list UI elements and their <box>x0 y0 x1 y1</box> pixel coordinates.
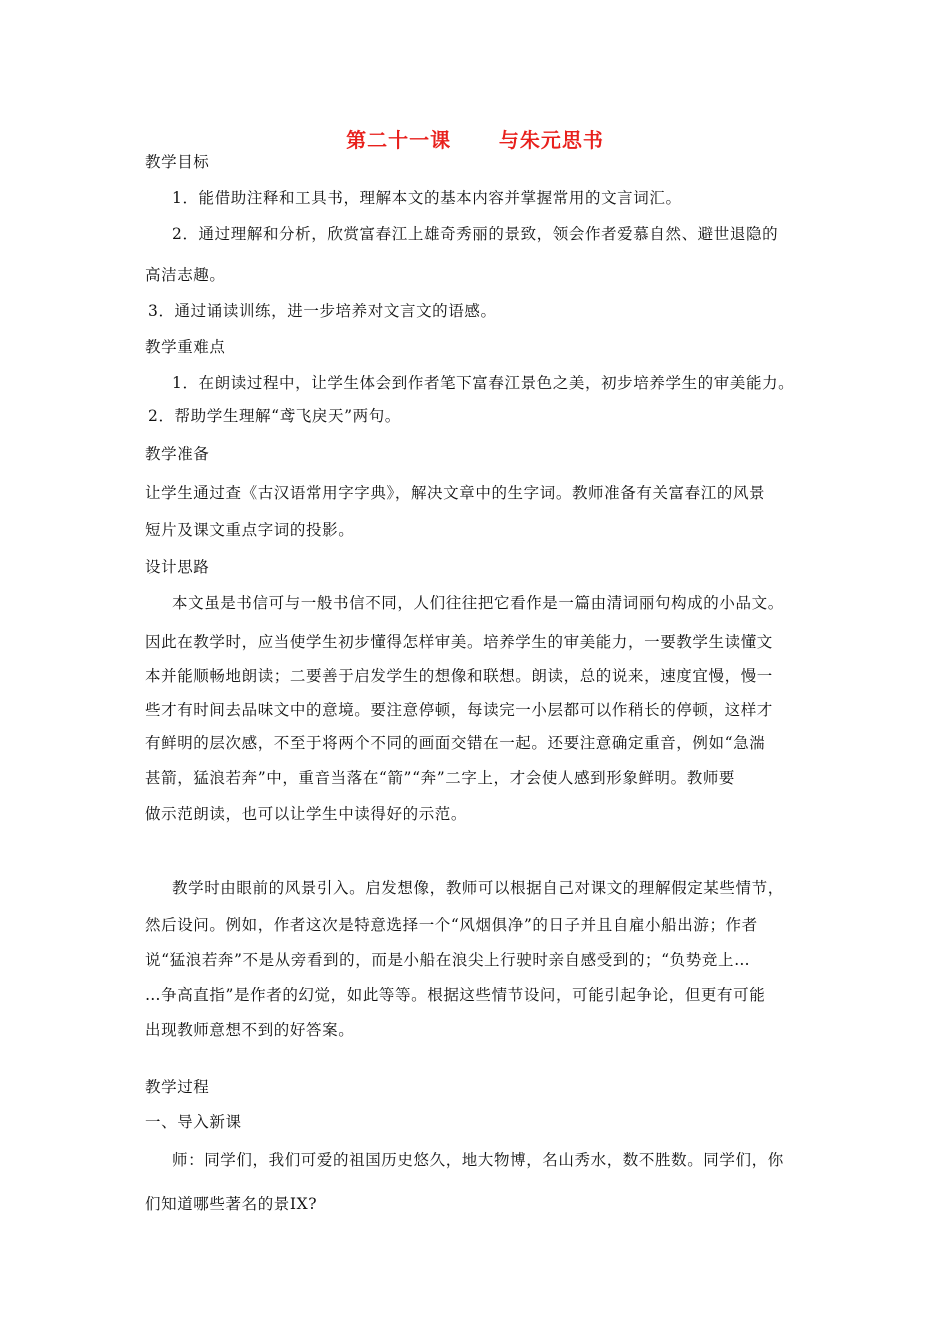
key-point-1: 1．在朗读过程中，让学生体会到作者笔下富春江景色之美，初步培养学生的审美能力。 <box>172 374 795 392</box>
design-para1-line-5: 有鲜明的层次感，不至于将两个不同的画面交错在一起。还要注意确定重音，例如“急湍 <box>145 734 766 752</box>
document-title: 第二十一课 与朱元思书 <box>346 128 604 152</box>
objective-2-continued: 高洁志趣。 <box>145 266 226 284</box>
objective-3: 3．通过诵读训练，进一步培养对文言文的语感。 <box>148 302 497 320</box>
design-para2-line-2: 然后设问。例如，作者这次是特意选择一个“风烟俱净”的日子并且自雇小船出游；作者 <box>145 916 758 934</box>
design-para1-line-2: 因此在教学时，应当使学生初步懂得怎样审美。培养学生的审美能力，一要教学生读懂文 <box>145 633 773 651</box>
section-heading-objectives: 教学目标 <box>145 153 210 171</box>
section-heading-preparation: 教学准备 <box>145 445 210 463</box>
key-point-2: 2．帮助学生理解“鸢飞戾天”两句。 <box>148 407 401 425</box>
section-heading-key-points: 教学重难点 <box>145 338 226 356</box>
design-para1-line-3: 本并能顺畅地朗读；二要善于启发学生的想像和联想。朗读，总的说来，速度宜慢，慢一 <box>145 667 773 685</box>
section-heading-process: 教学过程 <box>145 1078 210 1096</box>
design-para1-line-1: 本文虽是书信可与一般书信不同，人们往往把它看作是一篇由清词丽句构成的小品文。 <box>172 594 784 612</box>
design-para1-line-6: 甚箭，猛浪若奔”中，重音当落在“箭”“奔”二字上，才会使人感到形象鲜明。教师要 <box>145 769 736 787</box>
design-para1-line-7: 做示范朗读，也可以让学生中读得好的示范。 <box>145 805 468 823</box>
design-para2-line-5: 出现教师意想不到的好答案。 <box>145 1021 355 1039</box>
process-dialogue-line-1: 师：同学们，我们可爱的祖国历史悠久，地大物博，名山秀水，数不胜数。同学们，你 <box>172 1151 784 1169</box>
design-para1-line-4: 些才有时间去品味文中的意境。要注意停顿，每读完一小层都可以作稍长的停顿，这样才 <box>145 701 773 719</box>
design-para2-line-1: 教学时由眼前的风景引入。启发想像，教师可以根据自己对课文的理解假定某些情节， <box>172 879 784 897</box>
objective-2: 2．通过理解和分析，欣赏富春江上雄奇秀丽的景致，领会作者爱慕自然、避世退隐的 <box>172 225 779 243</box>
design-para2-line-3: 说“猛浪若奔”不是从旁看到的，而是小船在浪尖上行驶时亲自感受到的；“负势竞上… <box>145 951 751 969</box>
design-para2-line-4: …争高直指”是作者的幻觉，如此等等。根据这些情节设问，可能引起争论，但更有可能 <box>145 986 766 1004</box>
process-step-1-heading: 一、导入新课 <box>145 1113 242 1131</box>
preparation-line-1: 让学生通过查《古汉语常用字字典》，解决文章中的生字词。教师准备有关富春江的风景 <box>145 484 766 502</box>
section-heading-design: 设计思路 <box>145 558 210 576</box>
objective-1: 1．能借助注释和工具书，理解本文的基本内容并掌握常用的文言词汇。 <box>172 189 682 207</box>
preparation-line-2: 短片及课文重点字词的投影。 <box>145 521 355 539</box>
process-dialogue-line-2: 们知道哪些著名的景IX? <box>145 1195 318 1213</box>
